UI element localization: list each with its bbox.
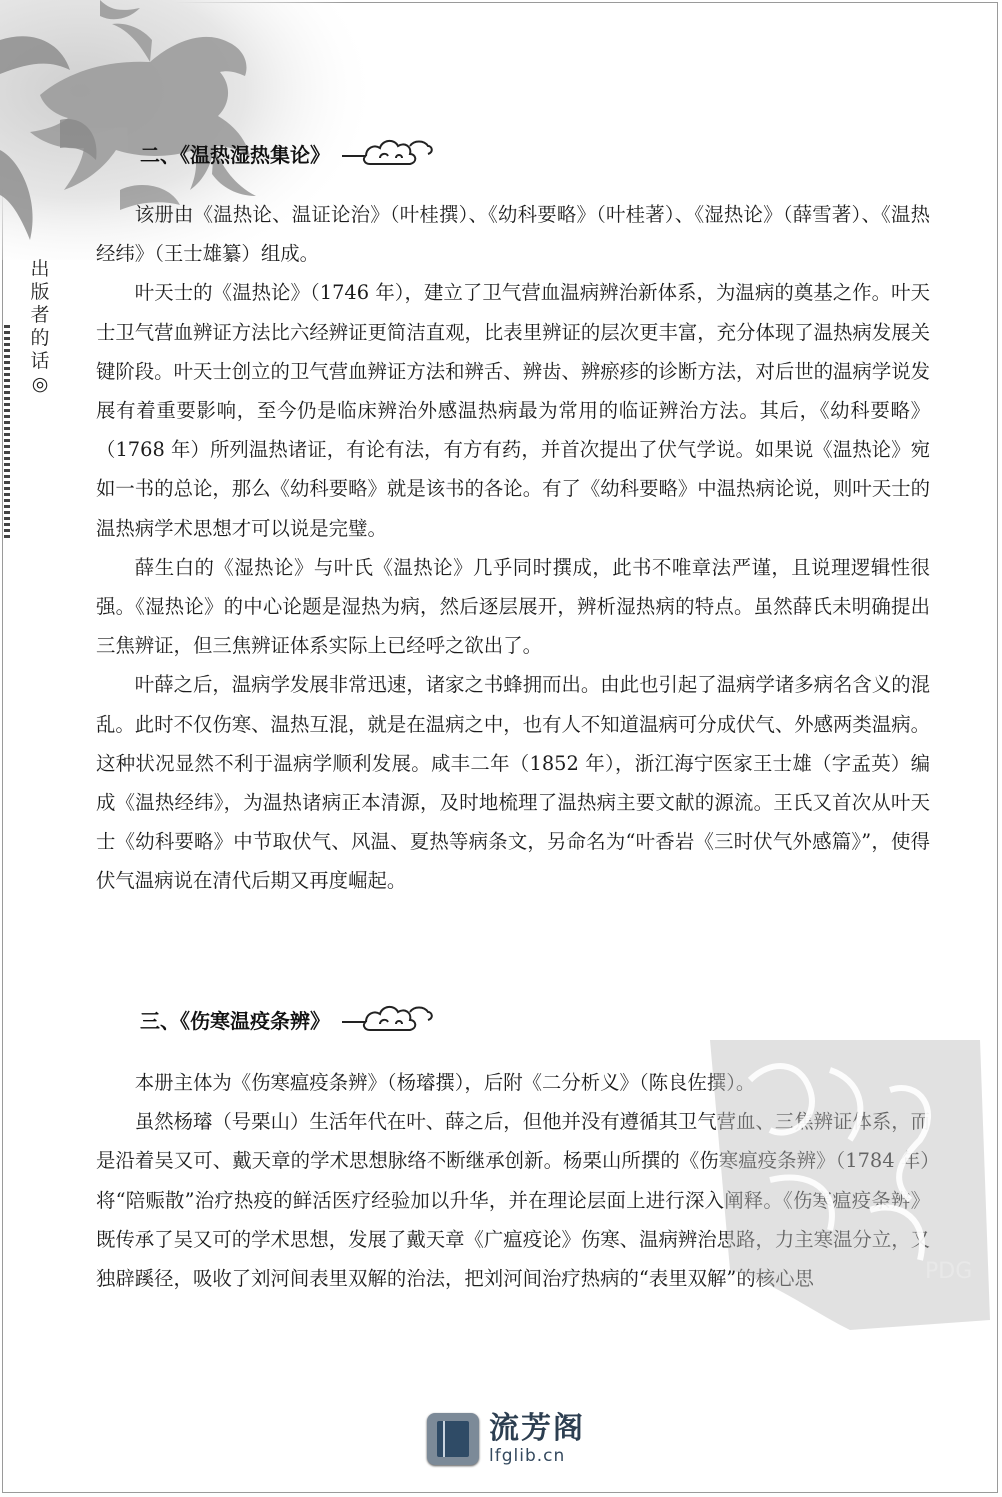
side-label-publisher-note (28, 258, 52, 396)
cloud-ornament-icon (340, 1002, 436, 1036)
side-label-char: 的 (30, 327, 50, 349)
site-logo[interactable] (427, 1408, 585, 1470)
watermark-text: PDG (925, 1259, 973, 1284)
side-label-char: 话 (30, 350, 50, 372)
paragraph: 叶薛之后，温病学发展非常迅速，诸家之书蜂拥而出。由此也引起了温病学诸多病名含义的混乱。此时不仅伤寒、温热互混，就是在温病之中，也有人不知道温病可分成伏气、外感两类温病。这种状况显然不利于温病学顺利发展。咸丰二年（1852 年），浙江海宁医家王士雄（字孟英）编成《温热经纬》，为温热诸病正本清源，及时地梳理了温热病主要文献的源流。王氏又首次从叶天士《幼科要略》中节取伏气、风温、夏热等病条文，另命名为“叶香岩《三时伏气外感篇》”，使得伏气温病说在清代后期又再度崛起。 (96, 673, 930, 893)
logo-name: 流芳阁 (489, 1411, 585, 1446)
paragraph: 虽然杨璿（号栗山）生活年代在叶、薛之后，但他并没有遵循其卫气营血、三焦辨证体系，而是沿着吴又可、戴天章的学术思想脉络不断继承创新。杨栗山所撰的《伤寒瘟疫条辨》（1784 年）将“陪赈散”治疗热疫的鲜活医疗经验加以升华，并在理论层面上进行深入阐释。《伤寒瘟疫条辨》既传承了吴又可的学术思想，发展了戴天章《广瘟疫论》伤寒、温病辨治思路，力主寒温分立，又独辟蹊径，吸收了刘河间表里双解的治法，把刘河间治疗热病的“表里双解”的核心思 (96, 1110, 930, 1291)
logo-url: lfglib.cn (489, 1446, 566, 1466)
paragraph: 该册由《温热论、温证论治》（叶桂撰）、《幼科要略》（叶桂著）、《湿热论》（薛雪著）、《温热经纬》（王士雄纂）组成。 (96, 203, 930, 266)
page-edge-strip (4, 325, 10, 540)
section-heading-text: 二、《温热湿热集论》 (140, 142, 330, 167)
side-label-char: ◎ (31, 373, 49, 395)
book-icon (427, 1413, 479, 1465)
side-label-char: 者 (30, 304, 50, 326)
section-2-body (96, 195, 930, 901)
paragraph: 本册主体为《伤寒瘟疫条辨》（杨璿撰），后附《二分析义》（陈良佐撰）。 (134, 1071, 756, 1094)
paragraph: 叶天士的《温热论》（1746 年），建立了卫气营血温病辨治新体系，为温病的奠基之作。叶天士卫气营血辨证方法比六经辨证更简洁直观，比表里辨证的层次更丰富，充分体现了温热病发展关键阶段。叶天士创立的卫气营血辨证方法和辨舌、辨齿、辨瘀疹的诊断方法，对后世的温病学说发展有着重要影响，至今仍是临床辨治外感温热病最为常用的临证辨治方法。其后，《幼科要略》（1768 年）所列温热诸证，有论有法，有方有药，并首次提出了伏气学说。如果说《温热论》宛如一书的总论，那么《幼科要略》就是该书的各论。有了《幼科要略》中温热病论说，则叶天士的温热病学术思想才可以说是完璧。 (96, 281, 930, 540)
section-heading-text: 三、《伤寒温疫条辨》 (140, 1008, 330, 1033)
side-label-char: 版 (30, 281, 50, 303)
cloud-ornament-icon (340, 136, 436, 170)
section-heading-3 (140, 1002, 436, 1036)
side-label-char: 出 (30, 258, 50, 280)
section-3-body (96, 1063, 930, 1298)
paragraph: 薛生白的《湿热论》与叶氏《温热论》几乎同时撰成，此书不唯章法严谨，且说理逻辑性很强。《湿热论》的中心论题是湿热为病，然后逐层展开，辨析湿热病的特点。虽然薛氏未明确提出三焦辨证，但三焦辨证体系实际上已经呼之欲出了。 (96, 555, 930, 658)
section-heading-2 (140, 136, 436, 170)
